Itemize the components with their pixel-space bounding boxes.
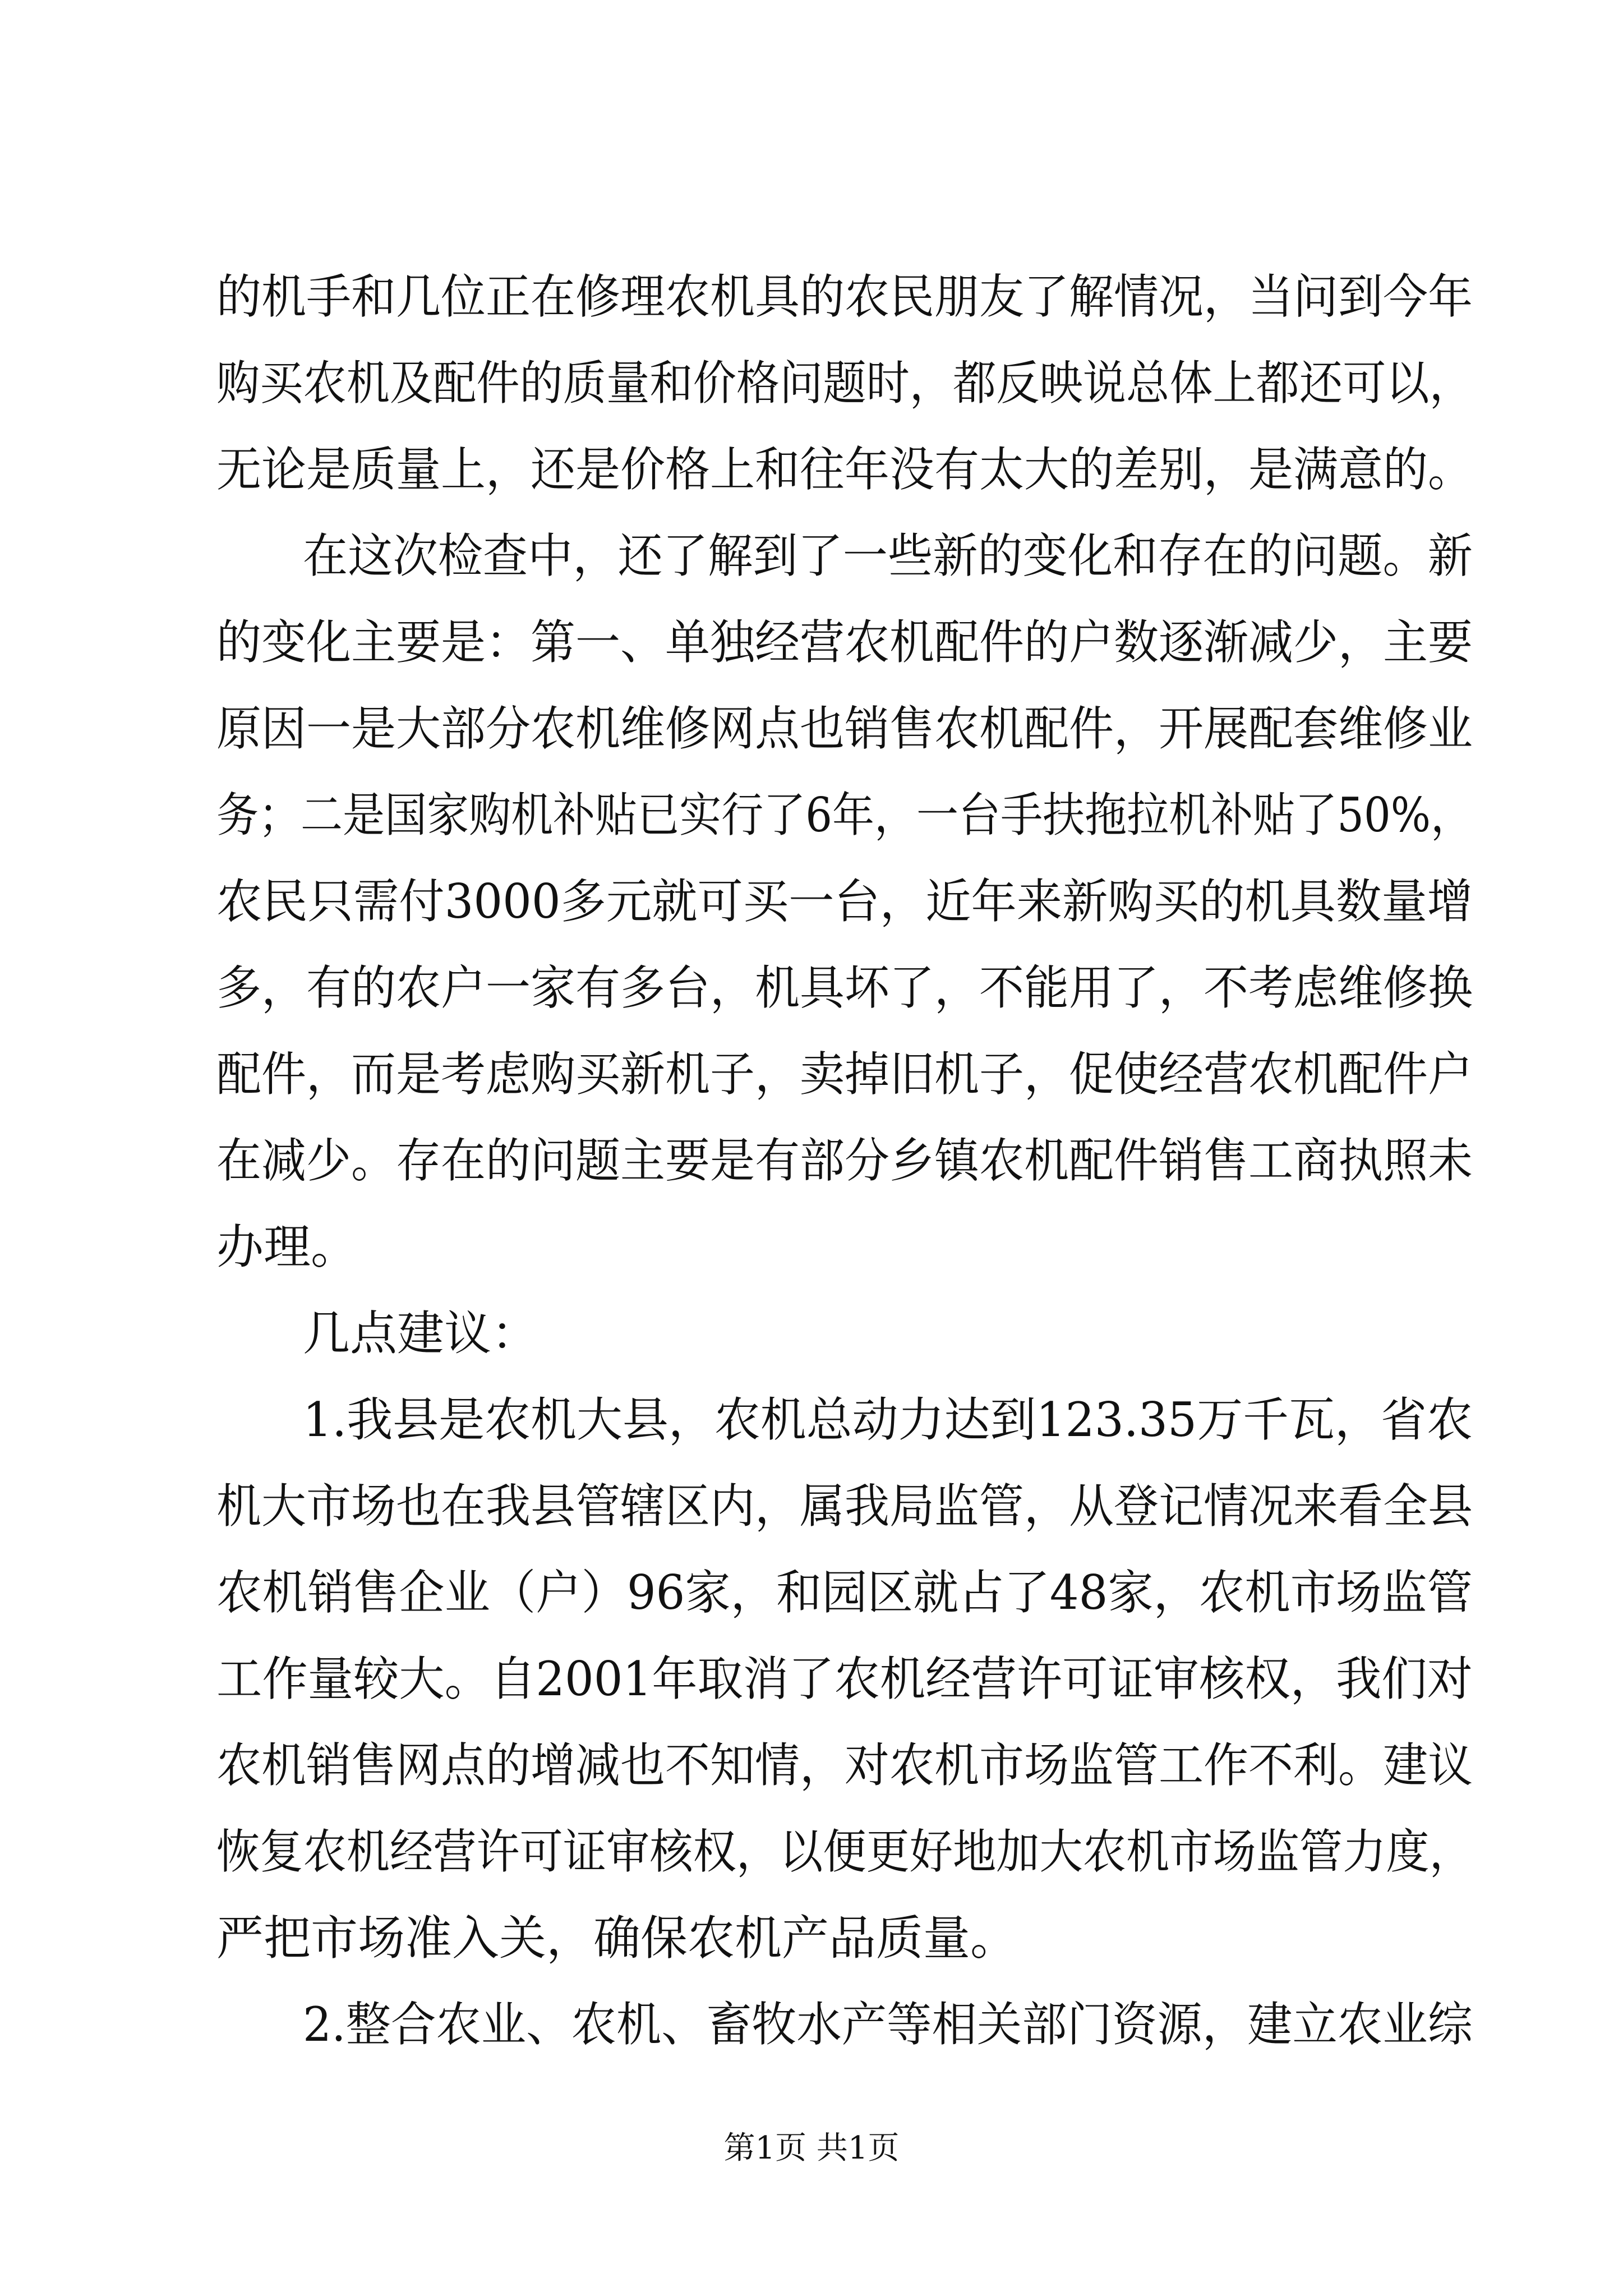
text-line-content: 农机销售企业（户）96家，和园区就占了48家，农机市场监管 bbox=[216, 1565, 1473, 1620]
text-line bbox=[216, 1377, 1473, 1463]
text-line: 严把市场准入关，确保农机产品质量。 bbox=[216, 1911, 1018, 1966]
text-line bbox=[216, 858, 1473, 945]
text-line bbox=[216, 772, 1473, 858]
text-line-content: 1.我县是农机大县，农机总动力达到123.35万千瓦，省农 bbox=[303, 1392, 1473, 1447]
text-line: 办理。 bbox=[216, 1220, 358, 1274]
text-line-content: 机大市场也在我县管辖区内，属我局监管，从登记情况来看全县 bbox=[216, 1479, 1473, 1534]
text-line bbox=[216, 1809, 1473, 1895]
text-line-content: 农机销售网点的增减也不知情，对农机市场监管工作不利。建议 bbox=[216, 1738, 1473, 1793]
text-line bbox=[216, 1031, 1473, 1117]
text-line-content: 务；二是国家购机补贴已实行了6年，一台手扶拖拉机补贴了50%， bbox=[216, 788, 1473, 843]
text-line-content: 无论是质量上，还是价格上和往年没有太大的差别，是满意的。 bbox=[216, 442, 1473, 497]
text-line-content: 配件，而是考虑购买新机子，卖掉旧机子，促使经营农机配件户 bbox=[216, 1047, 1473, 1102]
text-line-content: 农民只需付3000多元就可买一台，近年来新购买的机具数量增 bbox=[216, 874, 1473, 929]
text-line-content: 在这次检查中，还了解到了一些新的变化和存在的问题。新 bbox=[303, 528, 1473, 583]
text-line-content: 的机手和几位正在修理农机具的农民朋友了解情况，当问到今年 bbox=[216, 269, 1473, 324]
text-line bbox=[216, 426, 1473, 513]
text-line-content: 的变化主要是：第一、单独经营农机配件的户数逐渐减少，主要 bbox=[216, 615, 1473, 670]
text-line bbox=[216, 1117, 1473, 1204]
body-text bbox=[216, 254, 1473, 2068]
text-line bbox=[216, 1463, 1473, 1549]
text-line bbox=[216, 1722, 1473, 1809]
text-line-content: 购买农机及配件的质量和价格问题时，都反映说总体上都还可以， bbox=[216, 356, 1473, 411]
text-line-content: 工作量较大。自2001年取消了农机经营许可证审核权，我们对 bbox=[216, 1651, 1473, 1706]
text-line bbox=[216, 513, 1473, 599]
text-line bbox=[216, 254, 1473, 340]
text-line bbox=[216, 1981, 1473, 2068]
text-line bbox=[216, 599, 1473, 685]
text-line bbox=[216, 945, 1473, 1031]
text-line-content: 在减少。存在的问题主要是有部分乡镇农机配件销售工商执照未 bbox=[216, 1133, 1473, 1188]
text-line bbox=[216, 1636, 1473, 1722]
text-line-content: 恢复农机经营许可证审核权，以便更好地加大农机市场监管力度， bbox=[216, 1824, 1473, 1879]
text-line-content: 原因一是大部分农机维修网点也销售农机配件，开展配套维修业 bbox=[216, 701, 1473, 756]
text-line bbox=[216, 685, 1473, 772]
text-line bbox=[216, 340, 1473, 426]
text-line-content: 2.整合农业、农机、畜牧水产等相关部门资源，建立农业综 bbox=[303, 1997, 1473, 2052]
text-line-content: 多，有的农户一家有多台，机具坏了，不能用了，不考虑维修换 bbox=[216, 960, 1473, 1015]
text-line: 几点建议： bbox=[303, 1306, 539, 1361]
page-footer: 第1页 共1页 bbox=[723, 2130, 900, 2166]
text-line bbox=[216, 1549, 1473, 1636]
